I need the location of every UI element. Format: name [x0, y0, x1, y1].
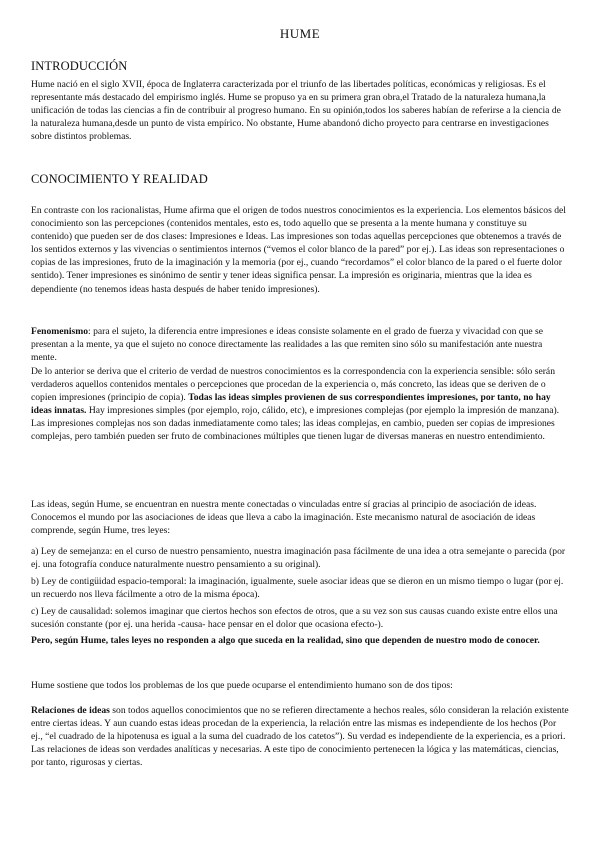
criterio-text-start: De lo anterior se deriva que el criterio de verdad de nuestros conocimientos es la correspondencia con la experiencia sensible: sólo serán verdaderos aquellos contenidos mentales o percepciones que procedan de la experiencia o, más concreto, las ideas que se deriven de o copien impresiones (principio de copia).	[31, 366, 555, 404]
paragraph-fenomenismo	[31, 325, 570, 364]
paragraph-relaciones-ideas	[31, 704, 570, 769]
law-semejanza: a) Ley de semejanza: en el curso de nuestro pensamiento, nuestra imaginación pasa fácilmente de una idea a otra semejante o parecida (por ej. una fotografía conduce naturalmente nuestro pensamiento a su original).	[31, 546, 566, 571]
heading-conocimiento-realidad: CONOCIMIENTO Y REALIDAD	[31, 172, 208, 186]
term-fenomenismo: Fenomenismo	[31, 326, 89, 337]
paragraph-asociacion-ideas: Las ideas, según Hume, se encuentran en nuestra mente conectadas o vinculadas entre sí gracias al principio de asociación de ideas. Conocemos el mundo por las asociaciones de ideas que lleva a cabo la imaginación. Este mecanismo natural de asociación de ideas comprende, según Hume, tres leyes:	[31, 499, 537, 537]
paragraph-leyes-conclusion: Pero, según Hume, tales leyes no responden a algo que suceda en la realidad, sino que dependen de nuestro modo de conocer.	[31, 635, 540, 646]
law-contiguidad: b) Ley de contigüidad espacio-temporal: la imaginación, igualmente, suele asociar ideas que se dieron en un mismo tiempo o lugar (por ej. un recuerdo nos lleva fácilmente a otro de la misma época).	[31, 576, 564, 601]
ideas-simples-bold: Todas las ideas simples provienen de sus correspondientes impresiones, por tanto, no hay ideas innatas.	[31, 392, 551, 417]
fenomenismo-text: : para el sujeto, la diferencia entre impresiones e ideas consiste solamente en el grado de fuerza y vivacidad con que se presentan a la mente, ya que el sujeto no conoce directamente las realidades a las que remiten sino sólo su manifestación ante nuestra mente.	[31, 326, 544, 364]
relaciones-ideas-text: son todos aquellos conocimientos que no se refieren directamente a hechos reales, sólo consideran la relación existente entre ciertas ideas. Y aun cuando estas ideas procedan de la experiencia, la relación entre las mismas es independiente de los hechos (Por ej., “el cuadrado de la hipotenusa es igual a la suma del cuadrado de los catetos”). Su verdad es independiente de la experiencia, es a priori. Las relaciones de ideas son verdades analíticas y necesarias. A este tipo de conocimiento pertenecen la lógica y las matemáticas, ciencias, por tanto, rigurosas y ciertas.	[31, 705, 569, 769]
paragraph-origen-conocimiento: En contraste con los racionalistas, Hume afirma que el origen de todos nuestros conocimientos es la experiencia. Los elementos básicos del conocimiento son las percepciones (contenidos mentales, esto es, todo aquello que se presenta a la mente humana y constituye su contenido) que pueden ser de dos clases: Impresiones e Ideas. Las impresiones son todas aquellas percepciones que obtenemos a través de los sentidos externos y las vivencias o sentimientos internos (“vemos el color blanco de la pared” por ej.). Las ideas son representaciones o copias de las impresiones, fruto de la imaginación y la memoria (por ej., cuando “recordamos” el color blanco de la pared o el fuerte dolor sentido). Tener impresiones es sinónimo de sentir y tener ideas significa pensar. La impresión es originaria, mientras que la idea es dependiente (no tenemos ideas hasta después de haber tenido impresiones).	[31, 205, 566, 295]
law-causalidad: c) Ley de causalidad: solemos imaginar que ciertos hechos son efectos de otros, que a su vez son sus causas cuando existe entre ellos una sucesión constante (por ej. una herida -causa- hace pensar en el dolor que ocasiona efecto-).	[31, 606, 558, 631]
paragraph-criterio-verdad	[31, 365, 570, 444]
paragraph-dos-tipos: Hume sostiene que todos los problemas de los que puede ocuparse el entendimiento humano son de dos tipos:	[31, 680, 453, 691]
criterio-text-rest: Hay impresiones simples (por ejemplo, rojo, cálido, etc), e impresiones complejas (por ejemplo la impresión de manzana). Las impresiones complejas nos son dadas inmediatamente como tales; las ideas complejas, en cambio, pueden ser copias de impresiones complejas, pero también pueden ser fruto de combinaciones múltiples que tienen lugar de diversas maneras en nuestro entendimiento.	[31, 405, 560, 443]
term-relaciones-ideas: Relaciones de ideas	[31, 705, 110, 716]
document-title: HUME	[279, 26, 321, 41]
paragraph-introduccion: Hume nació en el siglo XVII, época de Inglaterra caracterizada por el triunfo de las libertades políticas, económicas y religiosas. Es el representante más destacado del empirismo inglés. Hume se propuso ya en su primera gran obra,el Tratado de la naturaleza humana,la unificación de todas las ciencias a fin de contribuir al progreso humano. En su opinión,todos los saberes habían de referirse a la ciencia de la naturaleza humana,desde un punto de vista empírico. No obstante, Hume abandonó dicho proyecto para centrarse en investigaciones sobre distintos problemas.	[31, 79, 561, 143]
heading-introduccion: INTRODUCCIÓN	[31, 59, 128, 73]
